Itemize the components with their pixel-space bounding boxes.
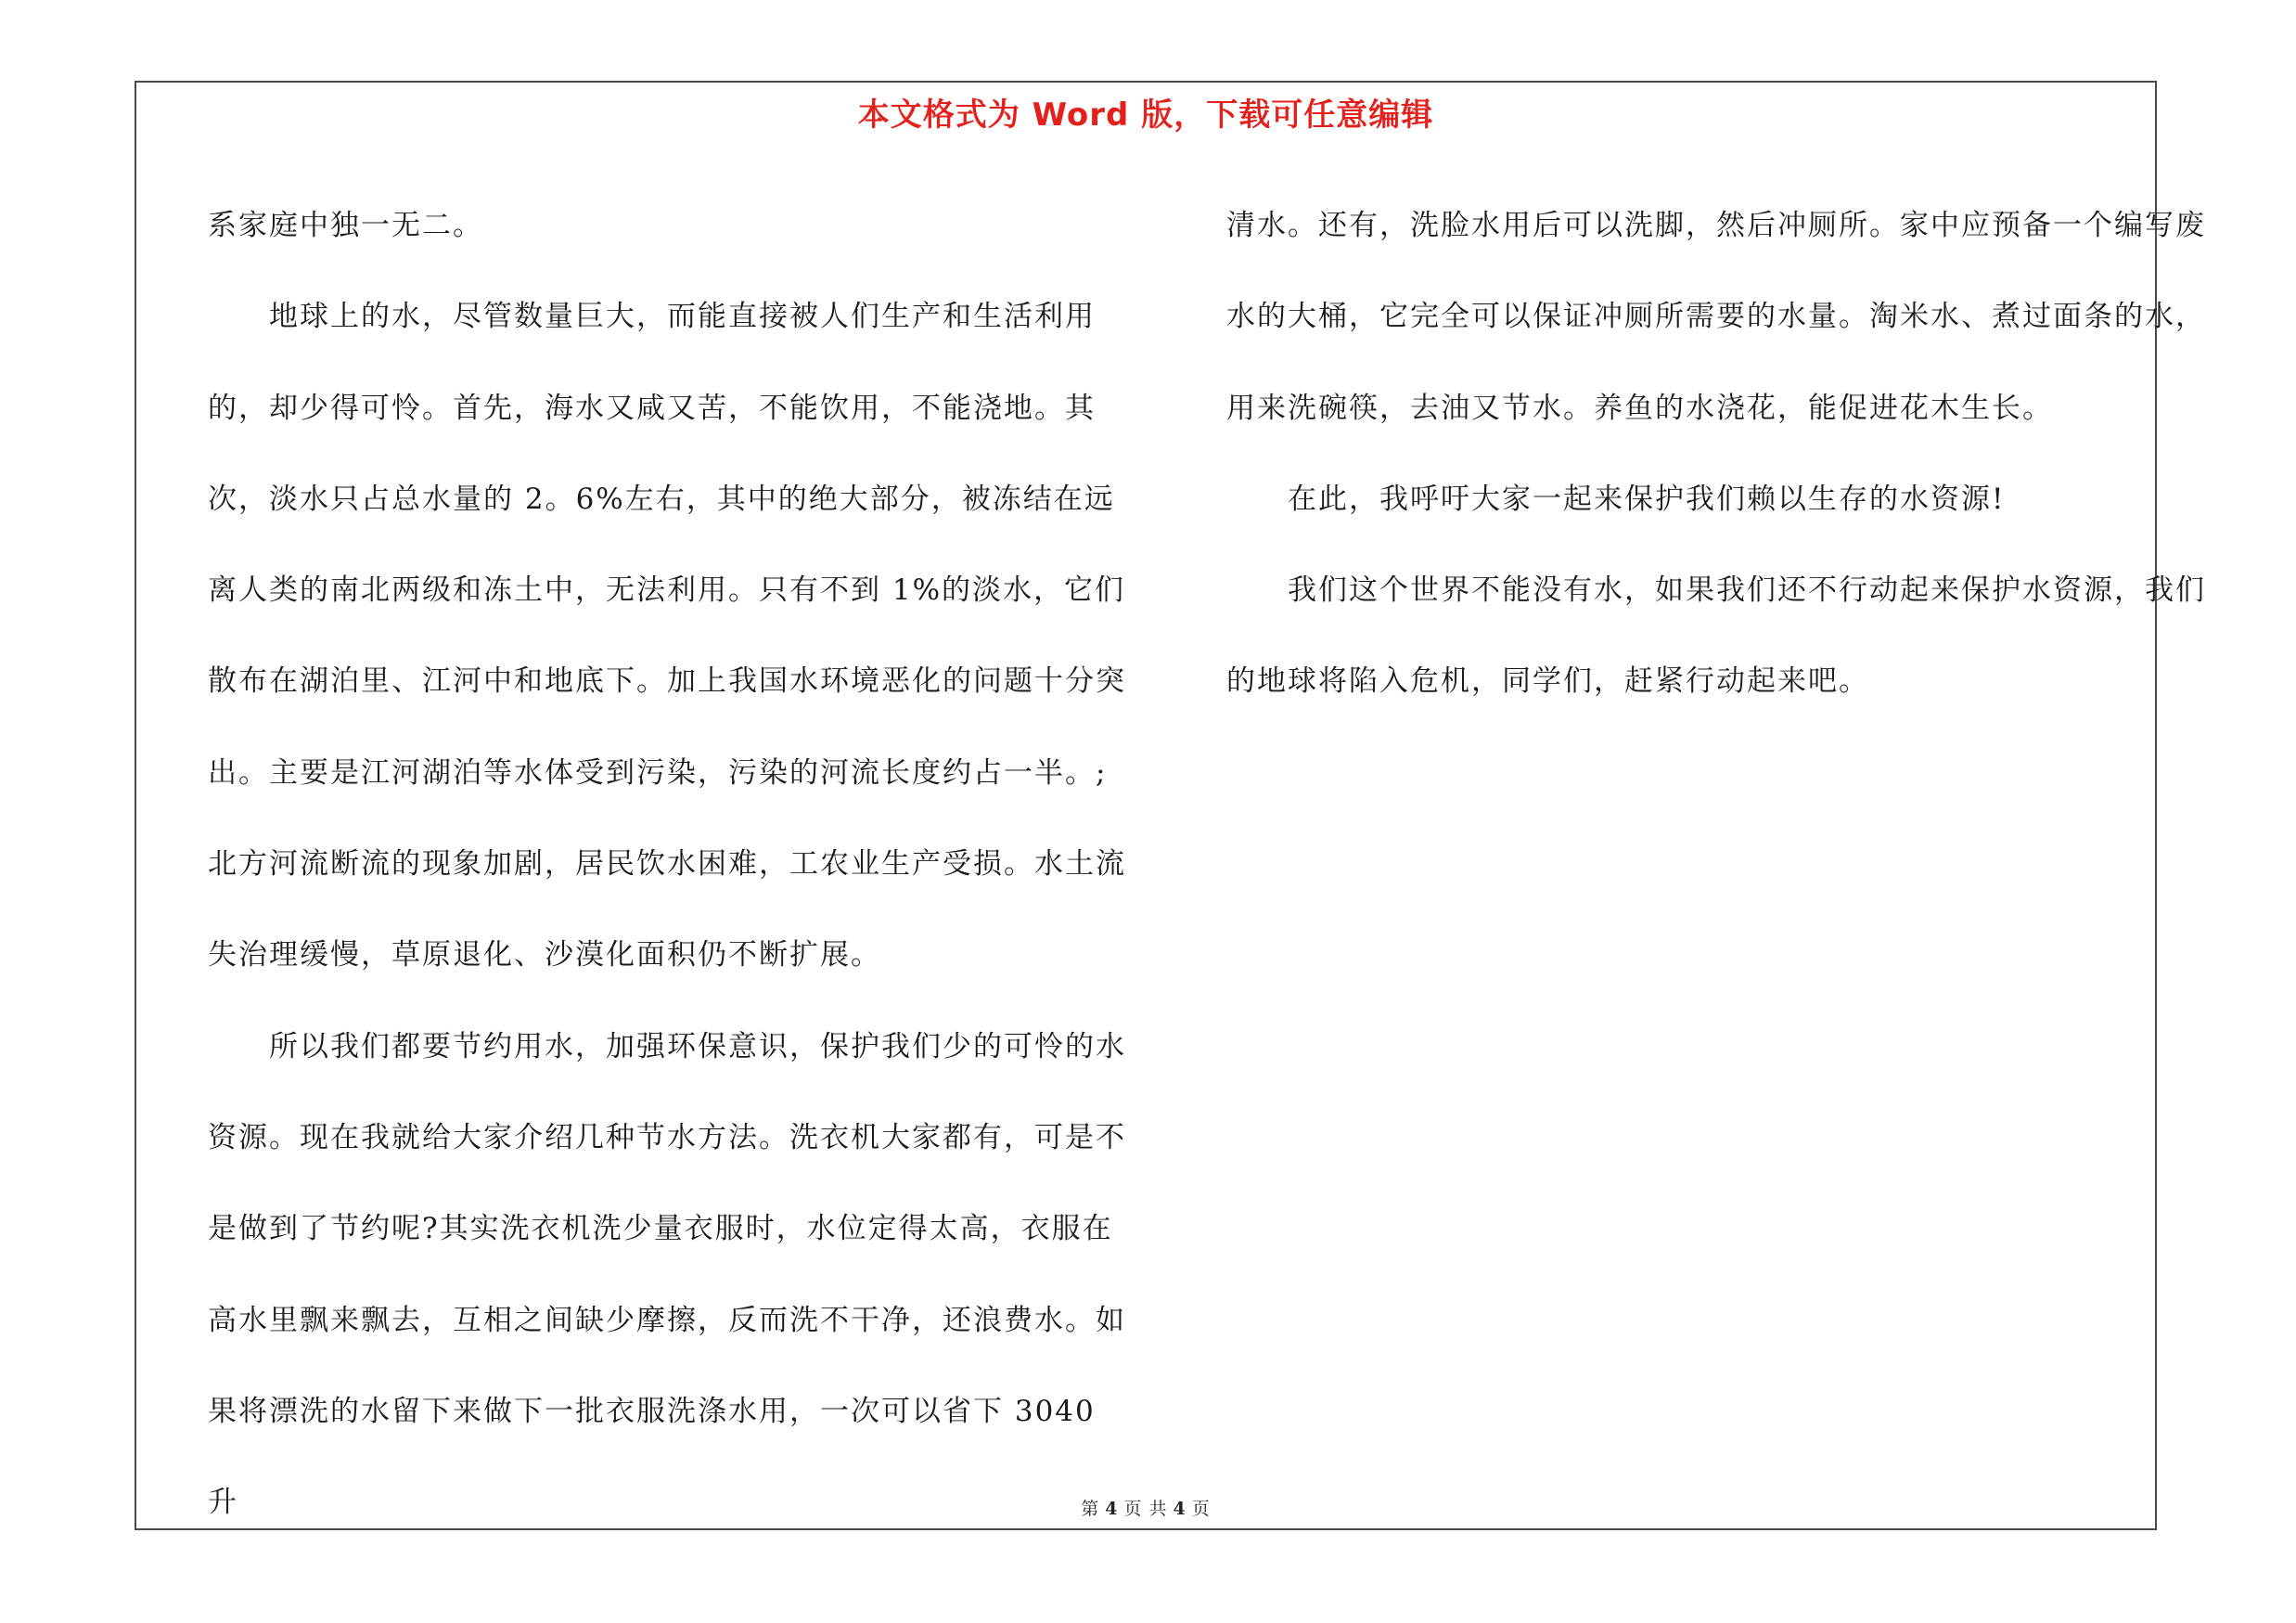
right-column xyxy=(1226,180,2221,728)
paragraph: 系家庭中独一无二。 xyxy=(208,209,483,242)
page-number-footer xyxy=(136,1495,2155,1520)
paragraph: 地球上的水，尽管数量巨大，而能直接被人们生产和生活利用的，却少得可怜。首先，海水又咸又苦，不能饮用，不能浇地。其次，淡水只占总水量的 2。6%左右，其中的绝大部分，被冻结在远离人类的南北两级和冻土中，无法利用。只有不到 1%的淡水，它们散布在湖泊里、江河中和地底下。加上我国水环境恶化的问题十分突出。主要是江河湖泊等水体受到污染，污染的河流长度约占一半。;北方河流断流的现象加剧，居民饮水困难，工农业生产受损。水土流失治理缓慢，草原退化、沙漠化面积仍不断扩展。 xyxy=(208,300,1126,973)
current-page-number: 4 xyxy=(1105,1499,1119,1519)
paragraph: 所以我们都要节约用水，加强环保意识，保护我们少的可怜的水资源。现在我就给大家介绍几种节水方法。洗衣机大家都有，可是不是做到了节约呢?其实洗衣机洗少量衣服时，水位定得太高，衣服在高水里飘来飘去，互相之间缺少摩擦，反而洗不干净，还浪费水。如果将漂洗的水留下来做下一批衣服洗涤水用，一次可以省下 3040 升 xyxy=(208,1029,1126,1520)
footer-middle: 页 共 xyxy=(1123,1499,1168,1519)
page-frame xyxy=(135,81,2206,1530)
paragraph: 我们这个世界不能没有水，如果我们还不行动起来保护水资源，我们的地球将陷入危机，同学们，赶紧行动起来吧。 xyxy=(1226,573,2206,699)
paragraph: 清水。还有，洗脸水用后可以洗脚，然后冲厕所。家中应预备一个编写废水的大桶，它完全可以保证冲厕所需要的水量。淘米水、煮过面条的水，用来洗碗筷，去油又节水。养鱼的水浇花，能促进花木生长。 xyxy=(1226,209,2206,425)
header-banner: 本文格式为 Word 版，下载可任意编辑 xyxy=(857,97,1434,134)
total-page-count: 4 xyxy=(1173,1499,1186,1519)
footer-suffix: 页 xyxy=(1191,1499,1211,1519)
left-column xyxy=(208,180,1135,1548)
footer-prefix: 第 xyxy=(1081,1499,1100,1519)
paragraph: 在此，我呼吁大家一起来保护我们赖以生存的水资源! xyxy=(1288,482,2006,516)
